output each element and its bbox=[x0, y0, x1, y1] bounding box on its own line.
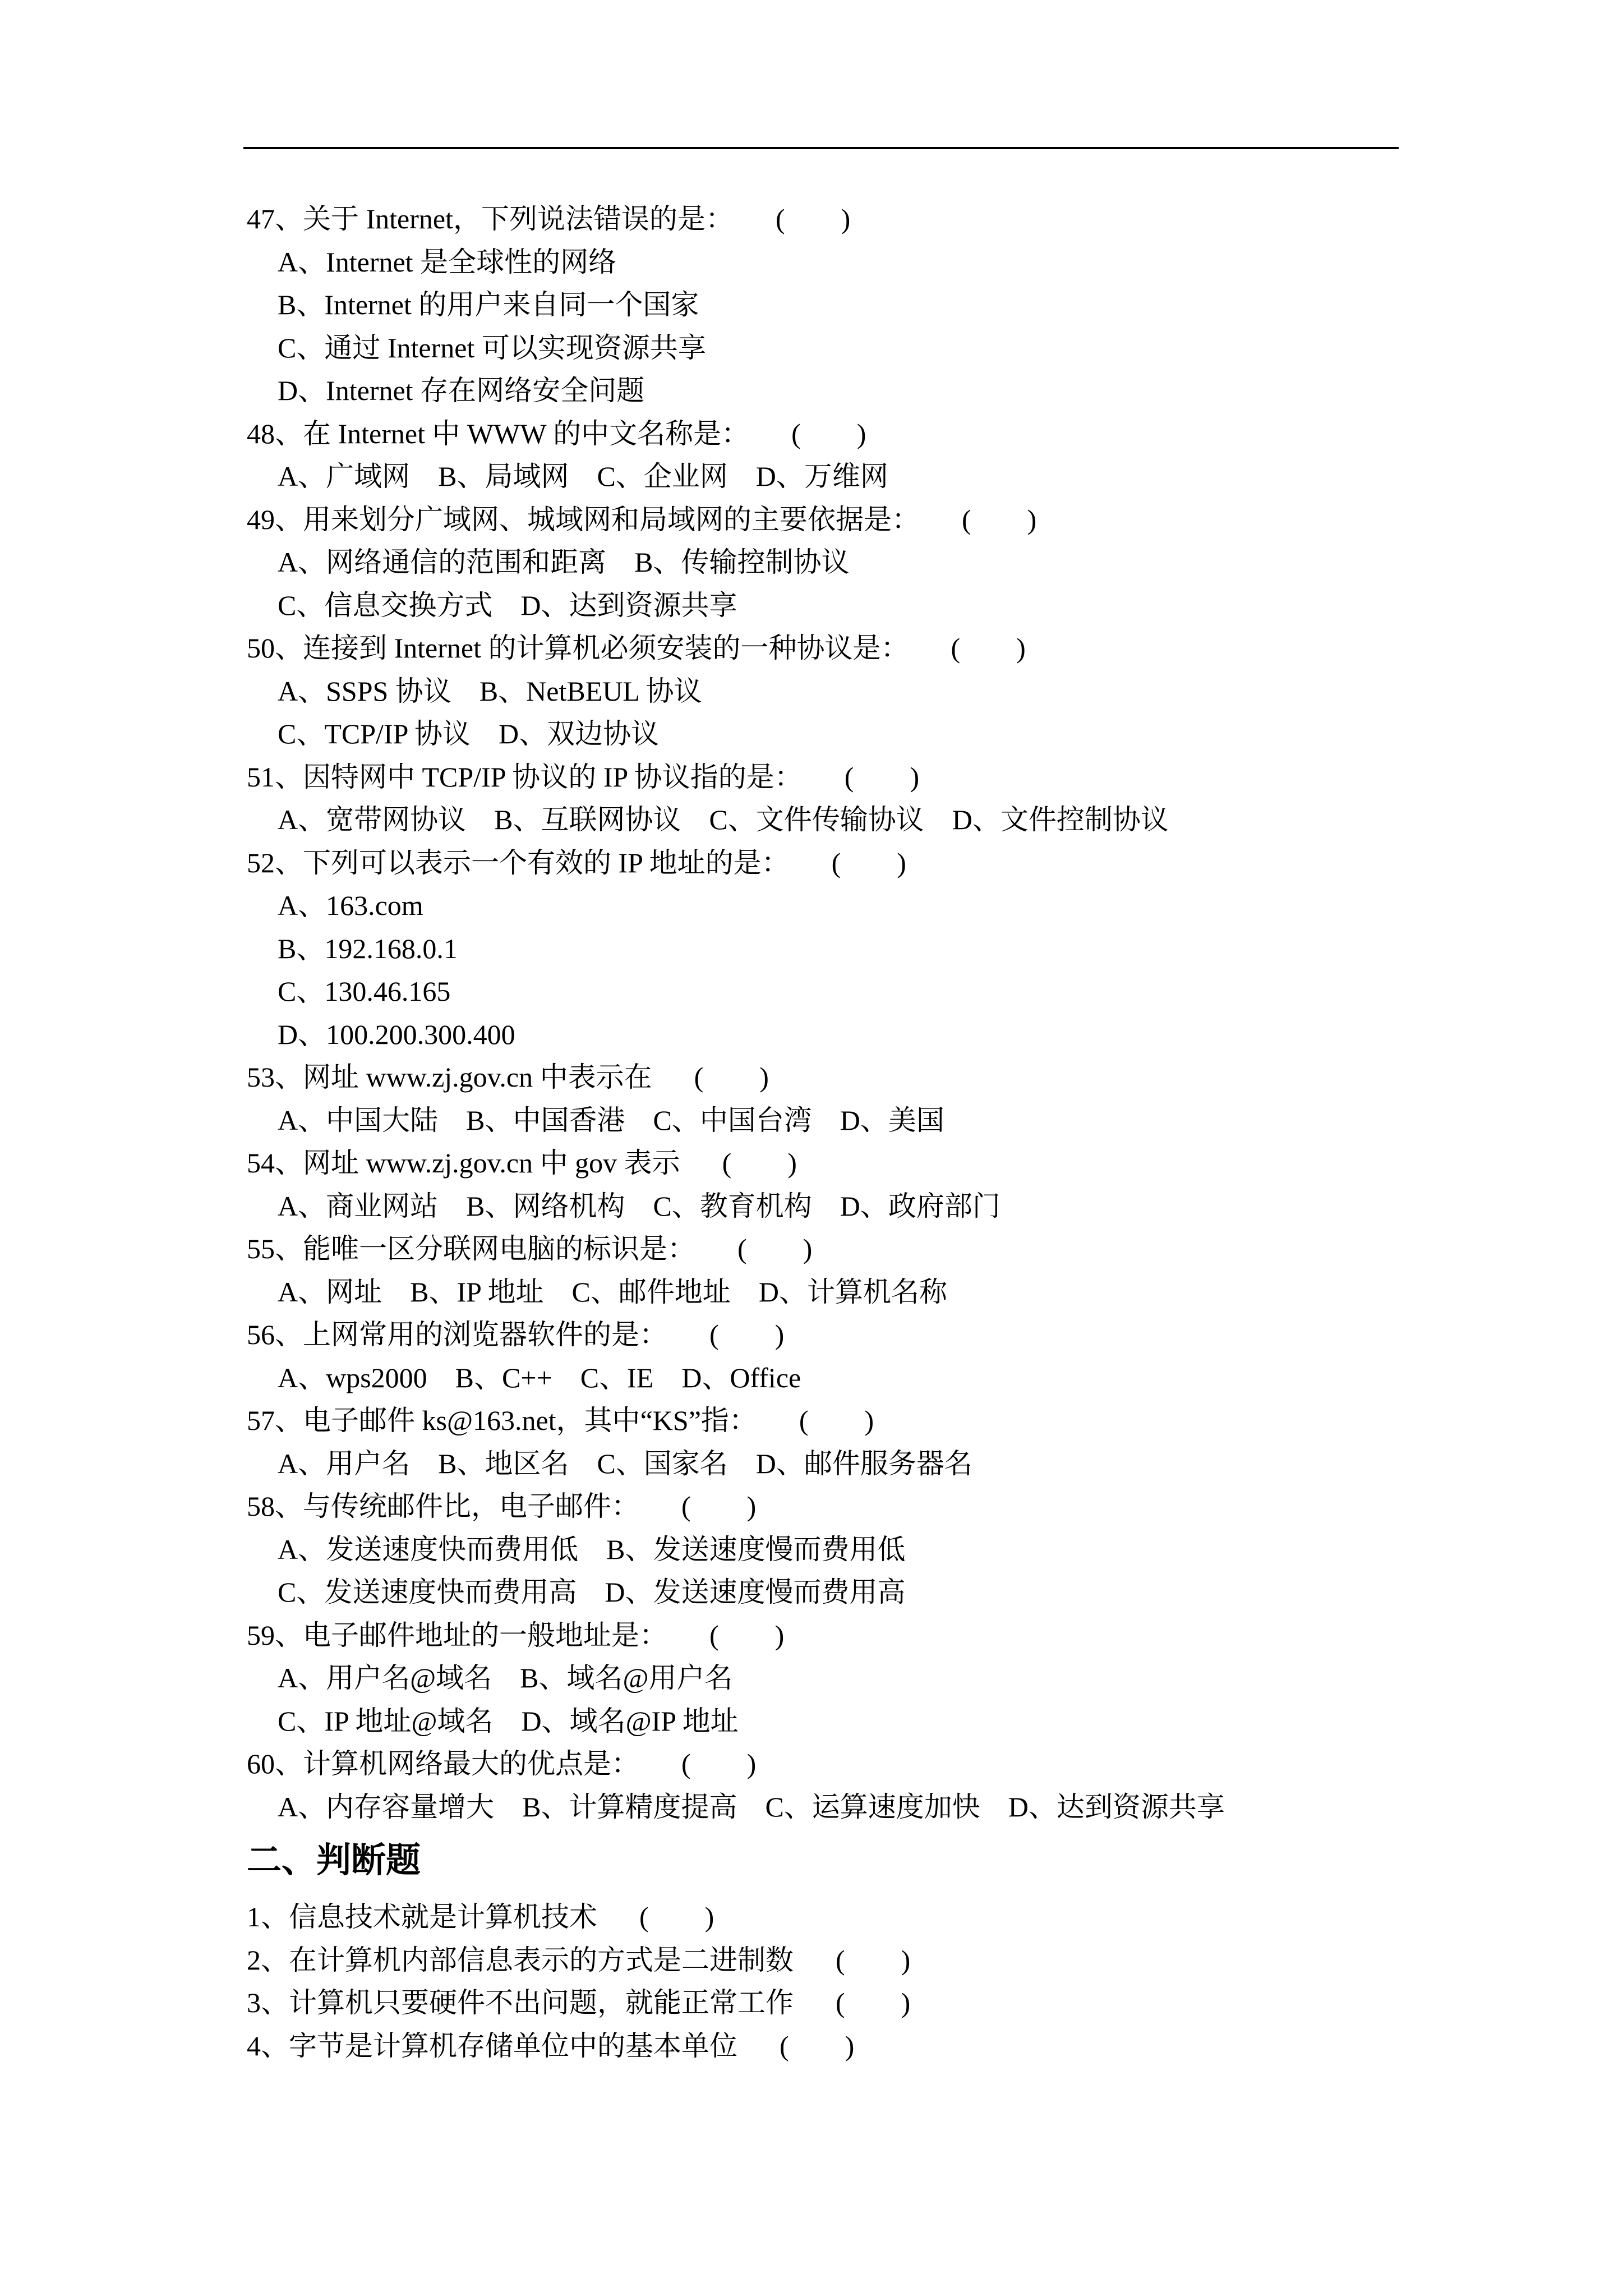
options-row: A、商业网站 B、网络机构 C、教育机构 D、政府部门 bbox=[278, 1190, 1000, 1222]
question-48 bbox=[247, 412, 1396, 498]
question-58 bbox=[247, 1485, 1396, 1614]
question-55 bbox=[247, 1227, 1396, 1313]
question-text: 57、电子邮件 ks@163.net，其中“KS”指： ( ) bbox=[247, 1405, 874, 1436]
options-row: A、宽带网协议 B、互联网协议 C、文件传输协议 D、文件控制协议 bbox=[278, 804, 1169, 835]
question-text: 59、电子邮件地址的一般地址是： ( ) bbox=[247, 1619, 785, 1651]
options-row: C、发送速度快而费用高 D、发送速度慢而费用高 bbox=[278, 1576, 906, 1608]
question-47 bbox=[247, 197, 1396, 412]
true-false-item: 4、字节是计算机存储单位中的基本单位 ( ) bbox=[247, 2030, 855, 2062]
question-text: 53、网址 www.zj.gov.cn 中表示在 ( ) bbox=[247, 1061, 769, 1093]
options-row: A、用户名 B、地区名 C、国家名 D、邮件服务器名 bbox=[278, 1447, 972, 1479]
question-56 bbox=[247, 1313, 1396, 1399]
true-false-item: 1、信息技术就是计算机技术 ( ) bbox=[247, 1901, 714, 1932]
option-c: C、通过 Internet 可以实现资源共享 bbox=[278, 332, 706, 364]
options-row: A、内存容量增大 B、计算精度提高 C、运算速度加快 D、达到资源共享 bbox=[278, 1791, 1225, 1823]
option-b: B、Internet 的用户来自同一个国家 bbox=[278, 289, 699, 320]
question-52 bbox=[247, 841, 1396, 1056]
question-text: 47、关于 Internet，下列说法错误的是： ( ) bbox=[247, 203, 851, 234]
question-60 bbox=[247, 1742, 1396, 1828]
question-49 bbox=[247, 498, 1396, 627]
question-text: 52、下列可以表示一个有效的 IP 地址的是： ( ) bbox=[247, 846, 906, 878]
options-row: A、发送速度快而费用低 B、发送速度慢而费用低 bbox=[278, 1533, 906, 1565]
options-row: A、网络通信的范围和距离 B、传输控制协议 bbox=[278, 546, 850, 578]
question-53 bbox=[247, 1056, 1396, 1142]
options-row: A、网址 B、IP 地址 C、邮件地址 D、计算机名称 bbox=[278, 1276, 948, 1308]
options-row: C、IP 地址@域名 D、域名@IP 地址 bbox=[278, 1705, 739, 1737]
question-text: 54、网址 www.zj.gov.cn 中 gov 表示 ( ) bbox=[247, 1147, 797, 1179]
option-a: A、Internet 是全球性的网络 bbox=[278, 246, 617, 278]
question-text: 55、能唯一区分联网电脑的标识是： ( ) bbox=[247, 1233, 813, 1264]
question-54 bbox=[247, 1142, 1396, 1227]
section-heading: 二、判断题 bbox=[247, 1839, 421, 1880]
question-59 bbox=[247, 1614, 1396, 1743]
question-text: 51、因特网中 TCP/IP 协议的 IP 协议指的是： ( ) bbox=[247, 761, 920, 793]
option-d: D、Internet 存在网络安全问题 bbox=[278, 375, 645, 406]
question-text: 58、与传统邮件比，电子邮件： ( ) bbox=[247, 1490, 757, 1522]
options-row: A、中国大陆 B、中国香港 C、中国台湾 D、美国 bbox=[278, 1104, 944, 1136]
options-row: C、信息交换方式 D、达到资源共享 bbox=[278, 589, 737, 621]
option-b: B、192.168.0.1 bbox=[278, 932, 458, 964]
options-row: A、SSPS 协议 B、NetBEUL 协议 bbox=[278, 675, 702, 707]
options-row: A、广域网 B、局域网 C、企业网 D、万维网 bbox=[278, 461, 888, 492]
page-content bbox=[247, 197, 1396, 2067]
option-a: A、163.com bbox=[278, 890, 423, 921]
header-rule bbox=[243, 147, 1399, 149]
options-row: A、wps2000 B、C++ C、IE D、Office bbox=[278, 1361, 801, 1393]
true-false-list bbox=[247, 1895, 1396, 2067]
true-false-item: 3、计算机只要硬件不出问题，就能正常工作 ( ) bbox=[247, 1987, 911, 2018]
question-57 bbox=[247, 1399, 1396, 1485]
option-d: D、100.200.300.400 bbox=[278, 1018, 515, 1050]
question-text: 49、用来划分广域网、城域网和局域网的主要依据是： ( ) bbox=[247, 503, 1037, 535]
question-text: 50、连接到 Internet 的计算机必须安装的一种协议是： ( ) bbox=[247, 632, 1026, 664]
options-row: C、TCP/IP 协议 D、双边协议 bbox=[278, 718, 660, 749]
true-false-item: 2、在计算机内部信息表示的方式是二进制数 ( ) bbox=[247, 1944, 911, 1976]
option-c: C、130.46.165 bbox=[278, 976, 451, 1007]
question-text: 48、在 Internet 中 WWW 的中文名称是： ( ) bbox=[247, 417, 866, 449]
question-51 bbox=[247, 756, 1396, 841]
question-text: 56、上网常用的浏览器软件的是： ( ) bbox=[247, 1319, 785, 1350]
question-50 bbox=[247, 627, 1396, 756]
question-text: 60、计算机网络最大的优点是： ( ) bbox=[247, 1748, 757, 1779]
options-row: A、用户名@域名 B、域名@用户名 bbox=[278, 1662, 733, 1694]
